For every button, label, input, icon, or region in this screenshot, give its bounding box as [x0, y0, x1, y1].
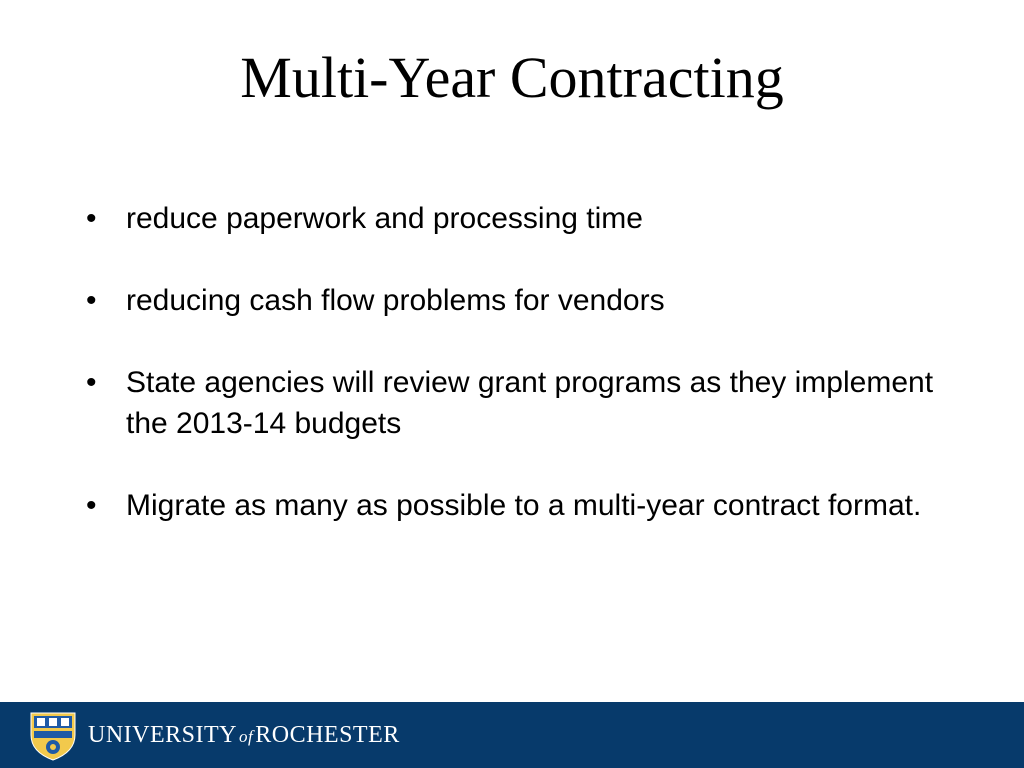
- bullet-item: [86, 280, 946, 321]
- logo-part1: UNIVERSITY: [88, 721, 237, 748]
- bullet-icon: •: [86, 489, 97, 522]
- bullet-item: [86, 362, 946, 444]
- slide-title: Multi-Year Contracting: [240, 45, 784, 110]
- university-logo-wordmark: [88, 722, 400, 749]
- bullet-text: reduce paperwork and processing time: [126, 202, 643, 235]
- bullet-icon: •: [86, 284, 97, 317]
- bullet-list: [86, 198, 946, 567]
- bullet-item: [86, 485, 946, 526]
- logo-part2: ROCHESTER: [255, 721, 400, 748]
- footer-bar: [0, 702, 1024, 768]
- bullet-text: State agencies will review grant programs as they implement the 2013-14 budgets: [126, 366, 934, 440]
- bullet-icon: •: [86, 366, 97, 399]
- bullet-icon: •: [86, 202, 97, 235]
- bullet-text: reducing cash flow problems for vendors: [126, 284, 665, 317]
- logo-of: of: [239, 726, 254, 746]
- university-seal-icon: [28, 709, 78, 761]
- bullet-item: [86, 198, 946, 239]
- bullet-text: Migrate as many as possible to a multi-year contract format.: [126, 489, 922, 522]
